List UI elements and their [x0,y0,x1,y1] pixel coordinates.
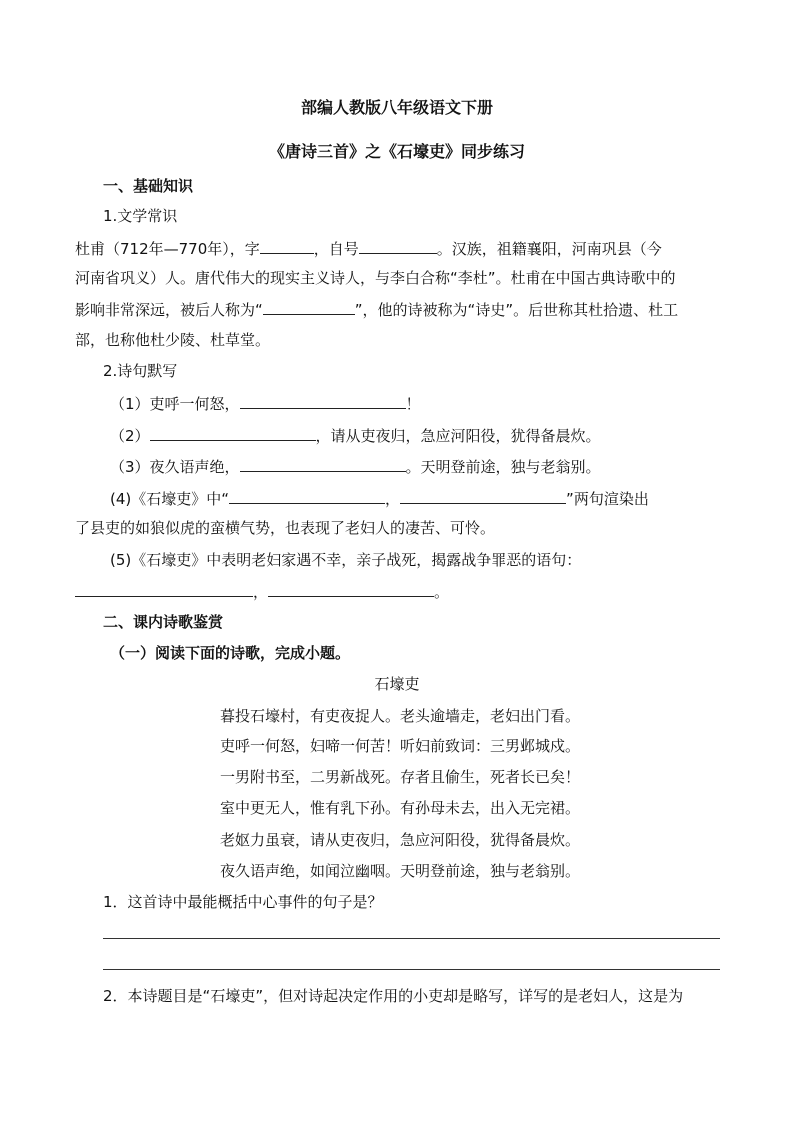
fill-blank[interactable] [240,393,406,409]
text-segment: ”两句渲染出 [566,490,649,508]
fill-blank[interactable] [240,456,406,472]
answer-line[interactable] [103,969,720,970]
text-segment: （3）夜久语声绝， [110,458,240,476]
recite-item-5-answer [75,581,449,602]
text-segment: ，请从吏夜归，急应河阳役，犹得备晨炊。 [315,427,601,445]
text-segment: 杜甫（712年—770年），字 [75,240,260,258]
text-segment: 。汉族，祖籍襄阳，河南巩县（今 [436,240,662,258]
paragraph-line [75,238,662,259]
poem-title: 石壕吏 [374,675,420,693]
question-1: 1．这首诗中最能概括中心事件的句子是？ [103,893,383,911]
fill-blank[interactable] [150,425,316,441]
fill-blank-honorific[interactable] [263,299,355,315]
recite-item-4 [110,488,649,509]
recite-item-3 [110,456,601,477]
text-segment: 影响非常深远，被后人称为“ [75,301,263,319]
poem-line: 吏呼一何怒，妇啼一何苦！听妇前致词：三男邺城戍。 [220,737,581,755]
text-segment: ，自号 [313,240,359,258]
paragraph-line: 河南省巩义）人。唐代伟大的现实主义诗人，与李白合称“李杜”。杜甫在中国古典诗歌中的 [75,269,676,287]
answer-line[interactable] [103,938,720,939]
poem-line: 室中更无人，惟有乳下孙。有孙母未去，出入无完裙。 [220,799,581,817]
text-segment: ， [253,583,269,601]
recite-item-2 [110,425,601,446]
text-segment: 。 [434,583,450,601]
recite-item-5: (5)《石壕吏》中表明老妇家遇不幸，亲子战死，揭露战争罪恶的语句： [110,551,582,569]
subsection-heading: （一）阅读下面的诗歌，完成小题。 [110,644,351,662]
poem-line: 一男附书至，二男新战死。存者且偷生，死者长已矣！ [220,768,581,786]
title-line-1: 部编人教版八年级语文下册 [300,98,493,117]
recite-item-1 [110,393,421,414]
fill-blank-pen-name[interactable] [359,238,437,254]
text-segment: ”，他的诗被称为“诗史”。后世称其杜拾遗、杜工 [354,301,679,319]
text-segment: （1）吏呼一何怒， [110,395,240,413]
poem-line: 老妪力虽衰，请从吏夜归，急应河阳役，犹得备晨炊。 [220,831,581,849]
fill-blank[interactable] [400,488,566,504]
text-segment: ， [385,490,401,508]
paragraph-line [75,299,678,320]
title-line-2: 《唐诗三首》之《石壕吏》同步练习 [268,142,525,161]
fill-blank-style-name[interactable] [260,238,314,254]
poem-line: 暮投石壕村，有吏夜捉人。老头逾墙走，老妇出门看。 [220,707,581,725]
text-segment: (4)《石壕吏》中“ [110,490,230,508]
section-heading-poem-appreciation: 二、课内诗歌鉴赏 [103,613,224,631]
fill-blank[interactable] [229,488,385,504]
text-segment: 。天明登前途，独与老翁别。 [405,458,601,476]
text-segment: （2） [110,427,150,445]
paragraph-line: 部，也称他杜少陵、杜草堂。 [75,331,271,349]
question-1-heading: 1.文学常识 [103,207,178,225]
fill-blank[interactable] [75,581,253,597]
text-segment: ！ [405,395,421,413]
section-heading-basics: 一、基础知识 [103,177,194,195]
question-2: 2．本诗题目是“石壕吏”，但对诗起决定作用的小吏却是略写，详写的是老妇人，这是为 [103,987,684,1005]
recite-item-4-continued: 了县吏的如狼似虎的蛮横气势，也表现了老妇人的凄苦、可怜。 [75,519,496,537]
fill-blank[interactable] [268,581,434,597]
poem-line: 夜久语声绝，如闻泣幽咽。天明登前途，独与老翁别。 [220,862,581,880]
question-2-heading: 2.诗句默写 [103,362,178,380]
